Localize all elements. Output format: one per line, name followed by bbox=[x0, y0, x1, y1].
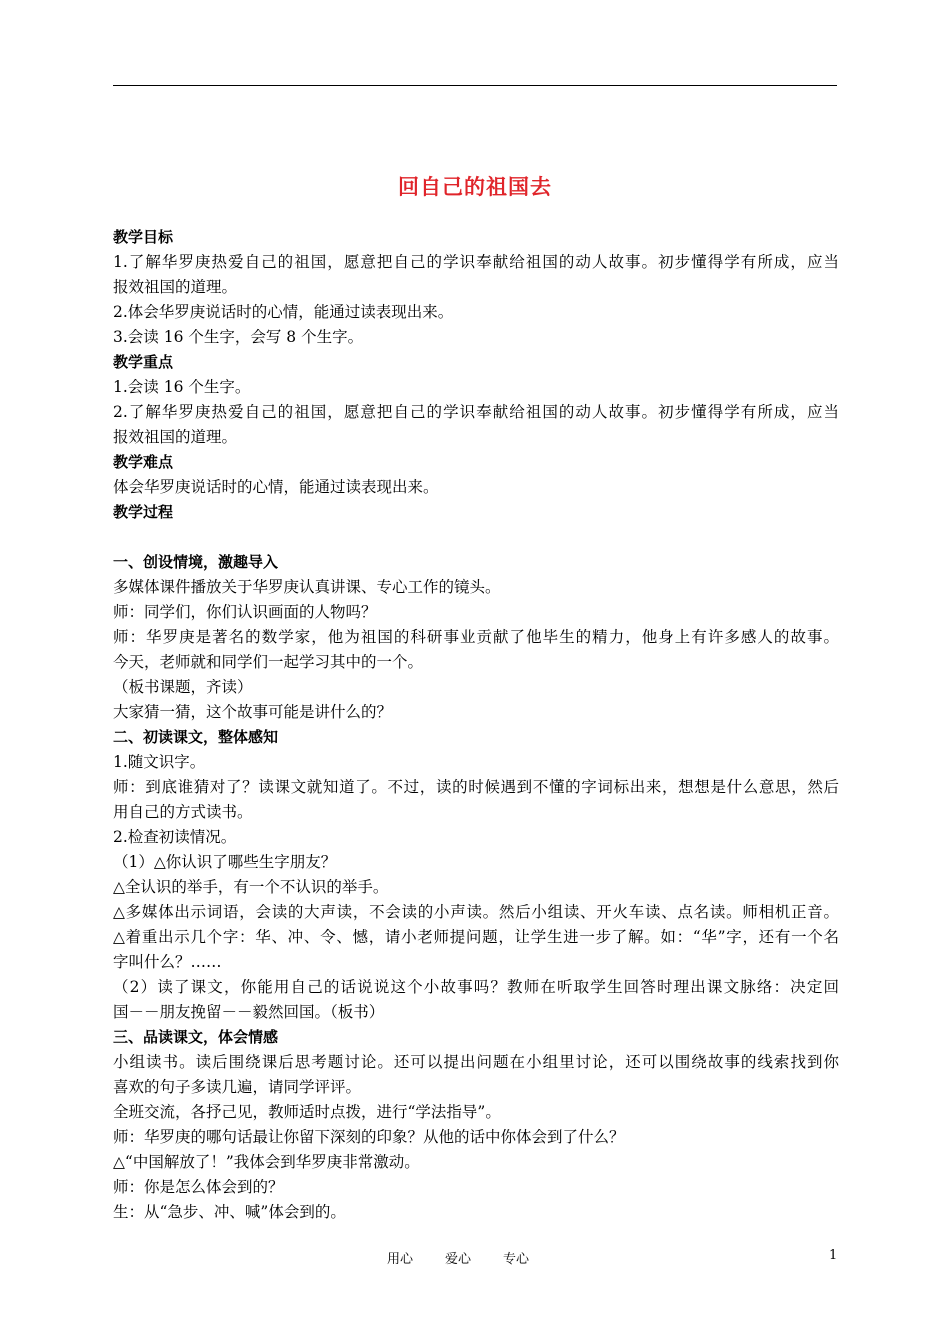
body-line: （板书课题，齐读） bbox=[113, 678, 253, 696]
body-line: 2.体会华罗庚说话时的心情，能通过读表现出来。 bbox=[113, 303, 454, 321]
body-line: 师：到底谁猜对了？读课文就知道了。不过，读的时候遇到不懂的字词标出来，想想是什么意思，然后 bbox=[113, 778, 839, 796]
body-line: 国－－朋友挽留－－毅然回国。（板书） bbox=[113, 1003, 385, 1021]
body-line: （2）读了课文，你能用自己的话说说这个小故事吗？教师在听取学生回答时理出课文脉络：决定回 bbox=[113, 978, 839, 996]
body-line: 喜欢的句子多读几遍，请同学评评。 bbox=[113, 1078, 362, 1096]
footer-motto-2: 爱心 bbox=[445, 1252, 472, 1267]
body-line: 多媒体课件播放关于华罗庚认真讲课、专心工作的镜头。 bbox=[113, 578, 501, 596]
document-title: 回自己的祖国去 bbox=[398, 175, 552, 199]
body-line: 1.随文识字。 bbox=[113, 753, 206, 771]
body-line: 师：同学们，你们认识画面的人物吗？ bbox=[113, 603, 377, 621]
section-heading: 教学过程 bbox=[113, 503, 174, 521]
body-line: △着重出示几个字：华、冲、令、憾，请小老师提问题，让学生进一步了解。如：“华”字，还有一个名 bbox=[113, 928, 839, 946]
section-heading: 一、创设情境，激趣导入 bbox=[113, 553, 279, 571]
body-line: 2.检查初读情况。 bbox=[113, 828, 237, 846]
page-footer bbox=[0, 1248, 950, 1268]
page-number: 1 bbox=[829, 1248, 838, 1263]
section-heading: 教学目标 bbox=[113, 228, 174, 246]
body-line bbox=[113, 525, 839, 550]
body-line: 全班交流，各抒己见，教师适时点拨，进行“学法指导”。 bbox=[113, 1103, 501, 1121]
body-line: 生：从“急步、冲、喊”体会到的。 bbox=[113, 1203, 346, 1221]
body-line: 体会华罗庚说话时的心情，能通过读表现出来。 bbox=[113, 478, 439, 496]
section-heading: 教学重点 bbox=[113, 353, 174, 371]
footer-motto bbox=[387, 1248, 561, 1267]
footer-motto-3: 专心 bbox=[503, 1252, 530, 1267]
body-line: 大家猜一猜，这个故事可能是讲什么的？ bbox=[113, 703, 393, 721]
body-line: 1.了解华罗庚热爱自己的祖国，愿意把自己的学识奉献给祖国的动人故事。初步懂得学有所成，应当 bbox=[113, 253, 839, 271]
body-line: （1）△你认识了哪些生字朋友？ bbox=[113, 853, 337, 871]
body-line: 1.会读 16 个生字。 bbox=[113, 378, 251, 396]
body-line: 小组读书。读后围绕课后思考题讨论。还可以提出问题在小组里讨论，还可以围绕故事的线索找到你 bbox=[113, 1053, 839, 1071]
header-rule bbox=[113, 85, 837, 86]
section-heading: 教学难点 bbox=[113, 453, 174, 471]
footer-motto-1: 用心 bbox=[387, 1252, 414, 1267]
body-line: 师：华罗庚的哪句话最让你留下深刻的印象？从他的话中你体会到了什么？ bbox=[113, 1128, 625, 1146]
body-line: △全认识的举手，有一个不认识的举手。 bbox=[113, 878, 389, 896]
body-line: 今天，老师就和同学们一起学习其中的一个。 bbox=[113, 653, 424, 671]
body-line: 用自己的方式读书。 bbox=[113, 803, 253, 821]
body-line: △“中国解放了！”我体会到华罗庚非常激动。 bbox=[113, 1153, 420, 1171]
section-heading: 三、品读课文，体会情感 bbox=[113, 1028, 279, 1046]
body-line: 报效祖国的道理。 bbox=[113, 428, 238, 446]
body-line: 师：你是怎么体会到的？ bbox=[113, 1178, 284, 1196]
body-line: 报效祖国的道理。 bbox=[113, 278, 238, 296]
document-body bbox=[113, 225, 839, 1225]
body-line: 师：华罗庚是著名的数学家，他为祖国的科研事业贡献了他毕生的精力，他身上有许多感人的故事。 bbox=[113, 628, 839, 646]
body-line: 字叫什么？…… bbox=[113, 953, 222, 971]
body-line: 2.了解华罗庚热爱自己的祖国，愿意把自己的学识奉献给祖国的动人故事。初步懂得学有所成，应当 bbox=[113, 403, 839, 421]
body-line: 3.会读 16 个生字，会写 8 个生字。 bbox=[113, 328, 364, 346]
section-heading: 二、初读课文，整体感知 bbox=[113, 728, 279, 746]
body-line: △多媒体出示词语，会读的大声读，不会读的小声读。然后小组读、开火车读、点名读。师相机正音。 bbox=[113, 903, 839, 921]
